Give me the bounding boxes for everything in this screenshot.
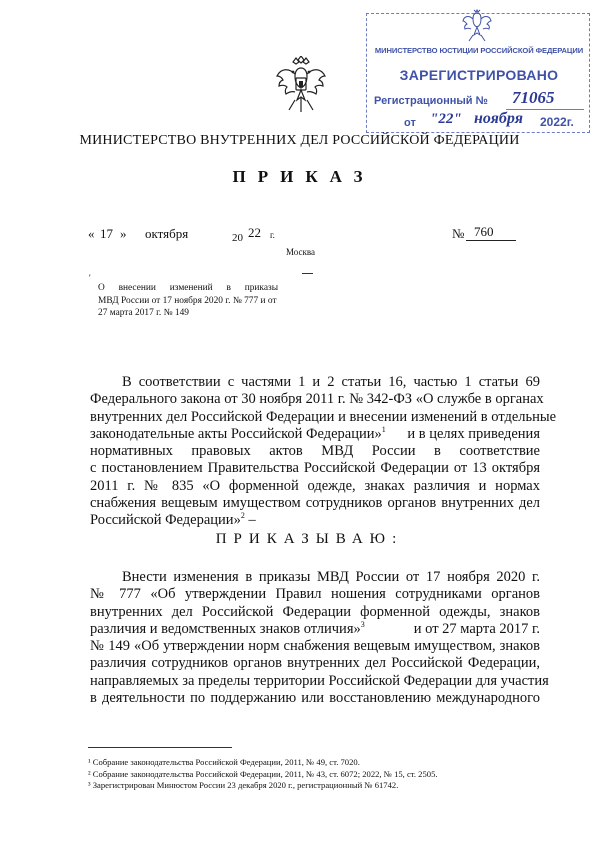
footnote-ref: 1 xyxy=(381,425,386,435)
body-line: № 777 «Об утверждении Правил ношения сотрудниками органов xyxy=(90,586,540,603)
body-text: и от 27 марта 2017 г. xyxy=(413,620,540,637)
body-line: Федерального закона от 30 ноября 2011 г. № 342-ФЗ «О службе в органах xyxy=(90,391,544,408)
body-line: нормативных правовых актов МВД России в соответствие xyxy=(90,443,540,460)
body-line xyxy=(90,426,540,443)
body-line: с постановлением Правительства Российской Федерации от 13 октября xyxy=(90,460,540,477)
city: Москва xyxy=(286,247,315,257)
body-text: законодательные акты Российской Федерации»$^1$ xyxy=(90,425,386,442)
order-item-paragraph xyxy=(90,569,549,707)
date-month: октября xyxy=(145,226,189,241)
body-line: В соответствии с частями 1 и 2 статьи 16, частью 1 статьи 69 xyxy=(122,374,540,390)
stamp-emblem-icon xyxy=(462,9,492,43)
body-line: направляемых за пределы территории Российской Федерации для участия xyxy=(90,672,549,689)
body-line xyxy=(90,621,540,638)
footnote: ² Собрание законодательства Российской Федерации, 2011, № 43, ст. 6072; 2022, № 15, ст. 2505. xyxy=(88,768,438,779)
subject-line: МВД России от 17 ноября 2020 г. № 777 xyxy=(98,295,259,306)
stamp-registered: ЗАРЕГИСТРИРОВАНО xyxy=(399,67,559,83)
footnote-separator xyxy=(88,747,232,748)
stamp-reg-number: 71065 xyxy=(512,88,555,107)
subject-mark: ' xyxy=(89,273,91,283)
subject-line: и от 27 марта 2017 г. № 149 xyxy=(98,295,277,318)
registration-stamp xyxy=(366,9,592,133)
body-line: Внести изменения в приказы МВД России от 17 ноября 2020 г. xyxy=(122,569,540,585)
stamp-ministry: МИНИСТЕРСТВО ЮСТИЦИИ РОССИЙСКОЙ ФЕДЕРАЦИИ xyxy=(374,46,584,55)
footnote-ref: 3 xyxy=(360,620,365,630)
stamp-reg-number-label: Регистрационный № xyxy=(374,95,488,107)
order-number: 760 xyxy=(474,224,494,239)
date-open-quote: « xyxy=(88,226,95,241)
date-year-abbr: г. xyxy=(270,230,275,240)
body-line: Российской Федерации»$^2$ – xyxy=(90,511,256,529)
footnote: ¹ Собрание законодательства Российской Федерации, 2011, № 49, ст. 7020. xyxy=(88,757,360,767)
body-line: в деятельности по поддержанию или восстановлению международного xyxy=(90,690,540,707)
body-text: и в целях приведения xyxy=(407,425,540,442)
body-line: внутренних дел Российской Федерации форменной одежды, знаков xyxy=(90,603,540,620)
footnote: ³ Зарегистрирован Минюстом России 23 декабря 2020 г., регистрационный № 61742. xyxy=(88,780,399,791)
ministry-name: МИНИСТЕРСТВО ВНУТРЕННИХ ДЕЛ РОССИЙСКОЙ ФЕДЕРАЦИИ xyxy=(79,133,520,148)
order-subject xyxy=(98,282,278,320)
date-close-quote: » xyxy=(120,226,127,241)
body-text: различия и ведомственных знаков отличия»$^3$ xyxy=(90,620,365,637)
decree-heading: ПРИКАЗЫВАЮ: xyxy=(215,531,404,547)
body-line: внутренних дел Российской Федерации и внесении изменений в отдельные xyxy=(90,408,557,425)
body-line: № 149 «Об утверждении норм снабжения вещевым имуществом, знаков xyxy=(90,638,540,655)
coat-of-arms-emblem xyxy=(275,56,327,118)
date-day: 17 xyxy=(100,226,113,241)
body-line: различия сотрудников органов внутренних дел Российской Федерации, xyxy=(90,655,540,672)
subject-bracket xyxy=(302,273,313,274)
body-line: снабжения вещевым имуществом сотрудников органов внутренних дел xyxy=(90,495,540,512)
preamble-paragraph xyxy=(90,374,557,530)
body-line: 2011 г. № 835 «О форменной одежде, знаках различия и нормах xyxy=(90,477,540,494)
footnotes xyxy=(88,757,438,792)
stamp-date-year: 2022г. xyxy=(540,115,574,129)
date-year: 22 xyxy=(248,225,261,240)
footnote-ref: 2 xyxy=(240,511,245,521)
date-century: 20 xyxy=(232,232,243,244)
stamp-date-day: "22" xyxy=(430,111,462,127)
order-number-underline xyxy=(466,240,516,241)
document-title: ПРИКАЗ xyxy=(232,167,375,186)
stamp-date-prefix: от xyxy=(404,117,416,129)
subject-line: О внесении изменений в приказы xyxy=(98,283,278,293)
order-number-sign: № xyxy=(452,226,465,241)
stamp-date-month: ноября xyxy=(474,110,523,127)
